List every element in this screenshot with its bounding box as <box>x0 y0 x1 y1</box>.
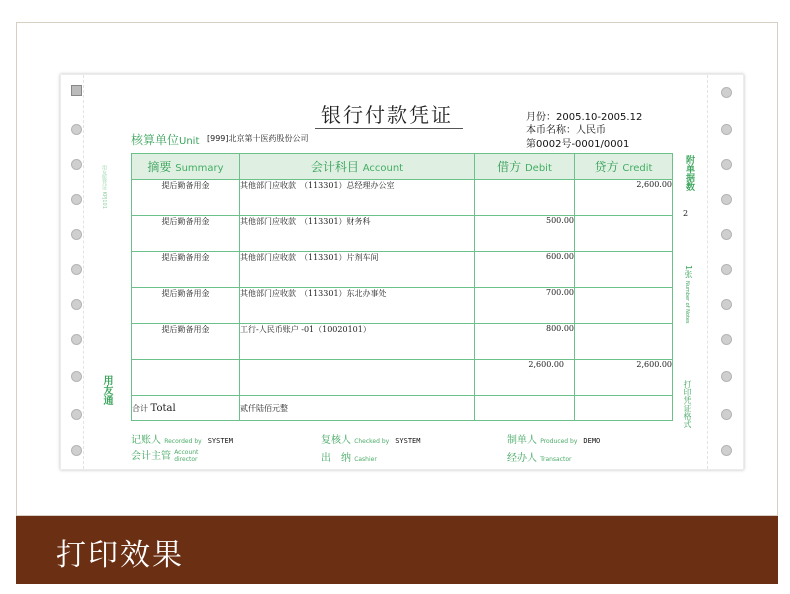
feed-hole <box>71 334 82 345</box>
total-row <box>132 396 673 421</box>
credit-cell <box>575 252 673 288</box>
debit-cell <box>475 180 575 216</box>
header-credit-en: Credit <box>622 163 653 174</box>
header-debit-en: Debit <box>524 163 552 174</box>
summary-cell: 提后勤备用金 <box>132 216 240 252</box>
brand-logo: 用友通 <box>101 375 112 405</box>
feed-hole <box>721 445 732 456</box>
header-credit <box>575 154 673 180</box>
table-row <box>132 288 673 324</box>
recorder-label-en: Recorded by <box>164 438 202 445</box>
header-account-cn: 会计科目 <box>310 160 359 174</box>
credit-cell <box>575 324 673 360</box>
credit-cell <box>575 216 673 252</box>
cashier-label: 出 纳 <box>321 453 351 464</box>
header-debit <box>475 154 575 180</box>
debit-cell: 800.00 <box>475 324 575 360</box>
feed-hole <box>721 159 732 170</box>
table-row <box>132 324 673 360</box>
feed-hole <box>721 299 732 310</box>
credit-cell <box>575 288 673 324</box>
summary-cell: 提后勤备用金 <box>132 252 240 288</box>
feed-hole <box>721 334 732 345</box>
voucher-paper <box>60 74 744 470</box>
debit-total-cell: 2,600.00 <box>475 360 575 396</box>
voucher-title: 银行付款凭证 <box>321 103 453 127</box>
feed-hole <box>721 264 732 275</box>
feed-hole <box>721 409 732 420</box>
account-cell: 其他部门应收款 （113301）片剂车间 <box>240 252 475 288</box>
account-cell <box>240 360 475 396</box>
table-header-row <box>132 154 673 180</box>
producer-label-en: Produced by <box>540 438 578 445</box>
header-summary <box>132 154 240 180</box>
month-range: 月份：2005.10-2005.12 <box>526 112 643 123</box>
checker-signature <box>321 431 421 446</box>
account-cell: 其他部门应收款 （113301）财务科 <box>240 216 475 252</box>
header-debit-cn: 借方 <box>497 160 522 174</box>
producer-label: 制单人 <box>507 435 537 446</box>
voucher-table <box>131 153 673 421</box>
right-perforation <box>707 75 708 469</box>
director-label: 会计主管 <box>131 451 171 462</box>
currency-name: 本币名称：人民币 <box>526 125 606 136</box>
header-summary-en: Summary <box>175 163 224 174</box>
total-credit-blank <box>575 396 673 421</box>
notes-unit-label-en: Number of Notes <box>684 281 690 324</box>
header-account-en: Account <box>362 163 404 174</box>
debit-cell: 600.00 <box>475 252 575 288</box>
left-perforation <box>83 75 84 469</box>
title-underline <box>315 128 463 129</box>
table-row <box>132 252 673 288</box>
recorder-signature <box>131 431 233 446</box>
unit-label-cn: 核算单位 <box>131 133 180 147</box>
checker-value: SYSTEM <box>395 437 421 445</box>
feed-hole <box>71 159 82 170</box>
transactor-label-en: Transactor <box>540 456 572 463</box>
feed-hole <box>71 371 82 382</box>
total-label <box>132 396 240 421</box>
notes-unit-label: 1张 <box>684 265 693 279</box>
account-cell: 其他部门应收款 （113301）东北办事处 <box>240 288 475 324</box>
print-format-label: 打印凭证格式 <box>683 380 692 428</box>
account-cell: 工行-人民币账户 -01（10020101） <box>240 324 475 360</box>
header-account <box>240 154 475 180</box>
feed-hole <box>721 87 732 98</box>
feed-hole <box>71 445 82 456</box>
feed-hole <box>71 124 82 135</box>
corner-mark-icon <box>71 85 82 96</box>
feed-hole <box>71 264 82 275</box>
checker-label-en: Checked by <box>354 438 390 445</box>
feed-hole <box>721 194 732 205</box>
total-label-en: Total <box>150 402 176 414</box>
director-label-en-1: Account <box>174 449 199 456</box>
summary-cell: 提后勤备用金 <box>132 180 240 216</box>
feed-hole <box>71 299 82 310</box>
feed-hole <box>721 229 732 240</box>
summary-cell: 提后勤备用金 <box>132 324 240 360</box>
account-cell: 其他部门应收款 （113301）总经理办公室 <box>240 180 475 216</box>
total-debit-blank <box>475 396 575 421</box>
feed-hole <box>721 124 732 135</box>
header-summary-cn: 摘要 <box>147 160 172 174</box>
left-side-small-text: 用友版凭证 KPJ101 <box>101 165 107 209</box>
total-in-words: 贰仟陆佰元整 <box>240 396 475 421</box>
attachment-count: 2 <box>683 209 689 218</box>
feed-hole <box>71 229 82 240</box>
cashier-label-en: Cashier <box>354 456 377 463</box>
unit-value: [999]北京第十医药股份公司 <box>207 134 309 143</box>
debit-cell: 700.00 <box>475 288 575 324</box>
table-row <box>132 180 673 216</box>
recorder-value: SYSTEM <box>207 437 233 445</box>
print-effect-banner <box>16 516 778 584</box>
table-row <box>132 216 673 252</box>
credit-cell: 2,600.00 <box>575 180 673 216</box>
unit-label <box>131 131 199 148</box>
total-label-cn: 合计 <box>132 403 148 413</box>
checker-label: 复核人 <box>321 435 351 446</box>
director-label-en-2: director <box>174 456 198 463</box>
recorder-label: 记账人 <box>131 435 161 446</box>
unit-label-en: Unit <box>179 136 200 147</box>
feed-hole <box>71 409 82 420</box>
attachment-count-label: 附单据数 <box>684 155 694 191</box>
table-row <box>132 360 673 396</box>
credit-total-cell: 2,600.00 <box>575 360 673 396</box>
voucher-number: 第0002号-0001/0001 <box>526 139 630 150</box>
summary-cell: 提后勤备用金 <box>132 288 240 324</box>
feed-hole <box>71 194 82 205</box>
transactor-label: 经办人 <box>507 453 537 464</box>
transactor-signature <box>507 449 572 464</box>
director-signature <box>131 447 198 463</box>
summary-cell <box>132 360 240 396</box>
feed-hole <box>721 371 732 382</box>
producer-value: DEMO <box>583 437 601 445</box>
cashier-signature <box>321 449 377 464</box>
producer-signature <box>507 431 600 446</box>
debit-cell: 500.00 <box>475 216 575 252</box>
banner-title: 打印效果 <box>56 538 184 573</box>
header-credit-cn: 贷方 <box>594 160 619 174</box>
